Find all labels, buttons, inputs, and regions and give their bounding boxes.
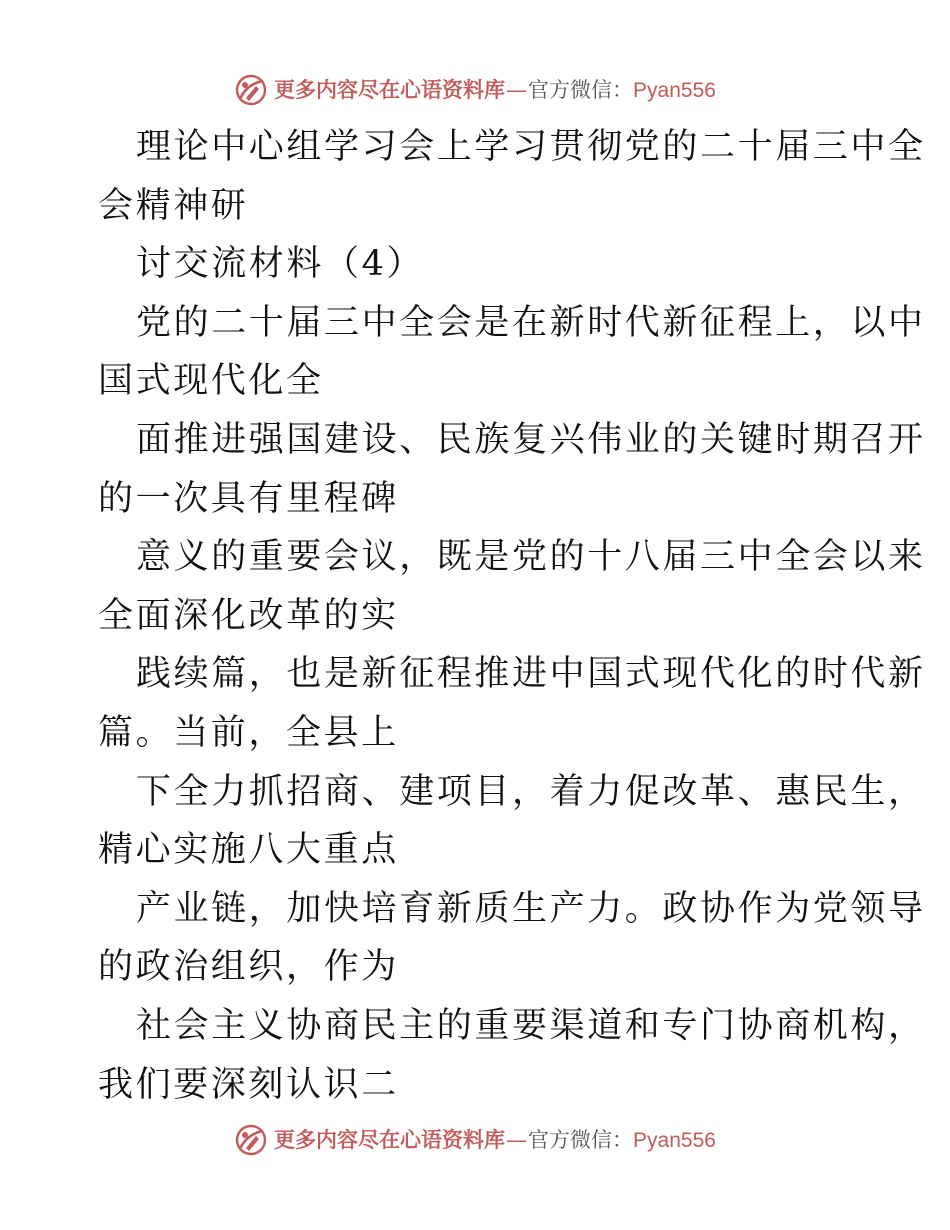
document-line: 全面深化改革的实 [98, 595, 399, 636]
document-line: 精心实施八大重点 [98, 830, 399, 871]
document-line: 我们要深刻认识二 [98, 1064, 399, 1105]
document-line: 讨交流材料（4） [136, 244, 425, 285]
document-line: 会精神研 [98, 185, 249, 226]
header-dash: — [506, 78, 528, 102]
header-site-text: 更多内容尽在心语资料库 [274, 77, 506, 102]
document-line: 意义的重要会议，既是党的十八届三中全会以来 [136, 537, 926, 578]
document-body [98, 118, 926, 1114]
document-line: 篇。当前，全县上 [98, 712, 399, 753]
footer-banner-text [274, 1129, 716, 1151]
document-line: 国式现代化全 [98, 361, 324, 402]
document-line: 社会主义协商民主的重要渠道和专门协商机构， [136, 1005, 926, 1046]
footer-dash: — [506, 1128, 528, 1152]
header-wechat-label: 官方微信： [528, 78, 634, 102]
footer-wechat-label: 官方微信： [528, 1128, 634, 1152]
document-line: 下全力抓招商、建项目，着力促改革、惠民生， [136, 771, 926, 812]
footer-site-text: 更多内容尽在心语资料库 [274, 1127, 506, 1152]
document-line: 的一次具有里程碑 [98, 478, 399, 519]
header-banner [0, 70, 950, 110]
document-line: 践续篇，也是新征程推进中国式现代化的时代新 [136, 654, 926, 695]
red-pen-swirl-logo-icon [234, 1123, 268, 1157]
document-line: 产业链，加快培育新质生产力。政协作为党领导 [136, 888, 926, 929]
red-pen-swirl-logo-icon [234, 73, 268, 107]
header-banner-text [274, 79, 716, 101]
document-line: 理论中心组学习会上学习贯彻党的二十届三中全 [136, 127, 926, 167]
document-line: 的政治组织，作为 [98, 947, 399, 988]
footer-wechat-id: Pyan556 [633, 1129, 716, 1152]
document-line: 党的二十届三中全会是在新时代新征程上，以中 [136, 302, 926, 343]
header-wechat-id: Pyan556 [633, 79, 716, 102]
document-line: 面推进强国建设、民族复兴伟业的关键时期召开 [136, 419, 926, 460]
footer-banner [0, 1120, 950, 1160]
